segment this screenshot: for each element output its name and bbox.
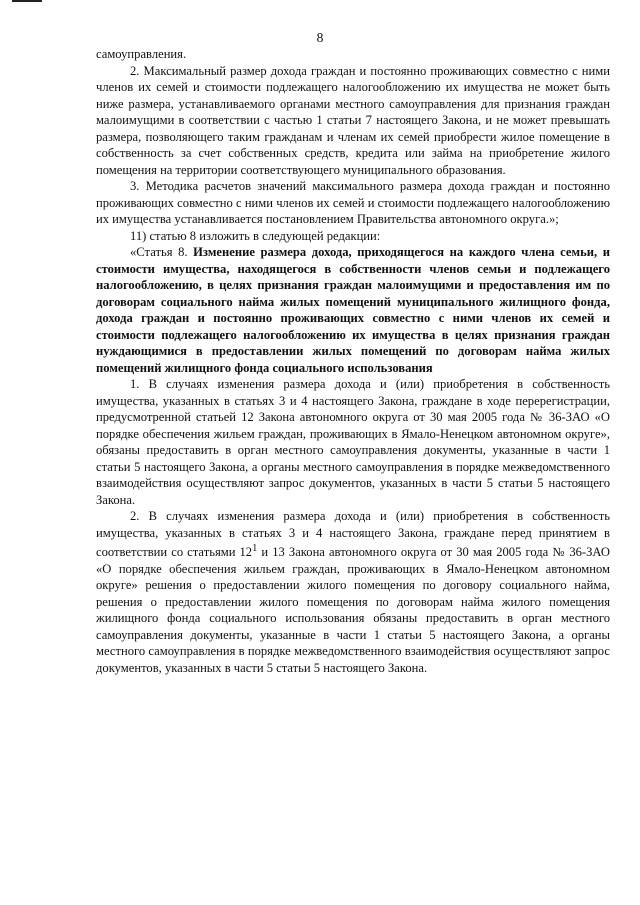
article-clause-1: 1. В случаях изменения размера дохода и (или) приобретения в собственность имущества, указанных в статьях 3 и 4 настоящего Закона, граждане в ходе перерегистрации, предусмотренной статьей 12 Закона автономного округа от 30 мая 2005 года № 36-ЗАО «О порядке обеспечения жильем граждан, проживающих в Ямало-Ненецком автономном округе», обязаны предоставить в орган местного самоуправления документы, указанные в части 1 статьи 5 настоящего Закона, а органы местного самоуправления в порядке межведомственного взаимодействия осуществляют запрос документов, указанных в части 5 статьи 5 настоящего Закона. — [96, 377, 610, 507]
clause-2-text-end: и 13 Закона автономного округа от 30 мая 2005 года № 36-ЗАО «О порядке обеспечения жильем граждан, проживающих в Ямало-Ненецком автономном округе» решения о предоставлении жилого помещения по договору социального найма, решения о предоставлении жилого помещения по договорам найма жилого помещения жилищного фонда социального использования обязаны предоставить в орган местного самоуправления документы, указанные в части 1 статьи 5 настоящего Закона, а органы местного самоуправления в порядке межведомственного взаимодействия осуществляют запрос документов, указанных в части 5 статьи 5 настоящего Закона. — [96, 545, 610, 675]
clause-2-text-start: 2. В случаях изменения размера дохода и (или) приобретения в собственность имущества, указанных в статьях 3 и 4 настоящего Закона, граждане перед принятием в соответствии со статьями 12 — [96, 509, 610, 560]
paragraph-part-2: 2. Максимальный размер дохода граждан и постоянно проживающих совместно с ними членов их семей и стоимости подлежащего налогообложению их имущества не может быть ниже размера, устанавливаемого органами местного самоуправления для признания граждан малоимущими в соответствии с частью 1 статьи 7 настоящего Закона, и не может превышать размера, позволяющего таким гражданам и членам их семей приобрести жилое помещение в собственность за счет собственных средств, кредита или займа на приобретение жилого помещения на территории соответствующего муниципального образования. — [96, 63, 610, 177]
clause-2-superscript: 1 — [252, 543, 258, 554]
article-heading — [96, 244, 610, 376]
article-title: Изменение размера дохода, приходящегося на каждого члена семьи, и стоимости имущества, находящегося в собственности членов семьи и подлежащего налогообложению, в целях признания граждан малоимущими и предоставления им по договорам социального найма жилых помещений муниципального жилищного фонда, дохода граждан и постоянно проживающих совместно с ними членов их семей и стоимости подлежащего налогообложению их имущества в целях признания граждан нуждающимися в предоставлении жилых помещений по договорам найма жилых помещений жилищного фонда социального использования — [96, 245, 611, 375]
paragraph-part-3: 3. Методика расчетов значений максимального размера дохода граждан и постоянно проживающих совместно с ними членов их семей и стоимости подлежащего налогообложению их имущества устанавливается постановлением Правительства автономного округа.»; — [96, 179, 610, 226]
paragraph-amendment-11: 11) статью 8 изложить в следующей редакции: — [130, 228, 381, 243]
paragraph-continuation: самоуправления. — [96, 47, 187, 61]
corner-scan-mark — [12, 0, 42, 2]
article-clause-2 — [96, 508, 610, 676]
page-number: 8 — [316, 30, 324, 45]
article-prefix: «Статья 8. — [130, 245, 194, 259]
document-body — [96, 46, 610, 676]
